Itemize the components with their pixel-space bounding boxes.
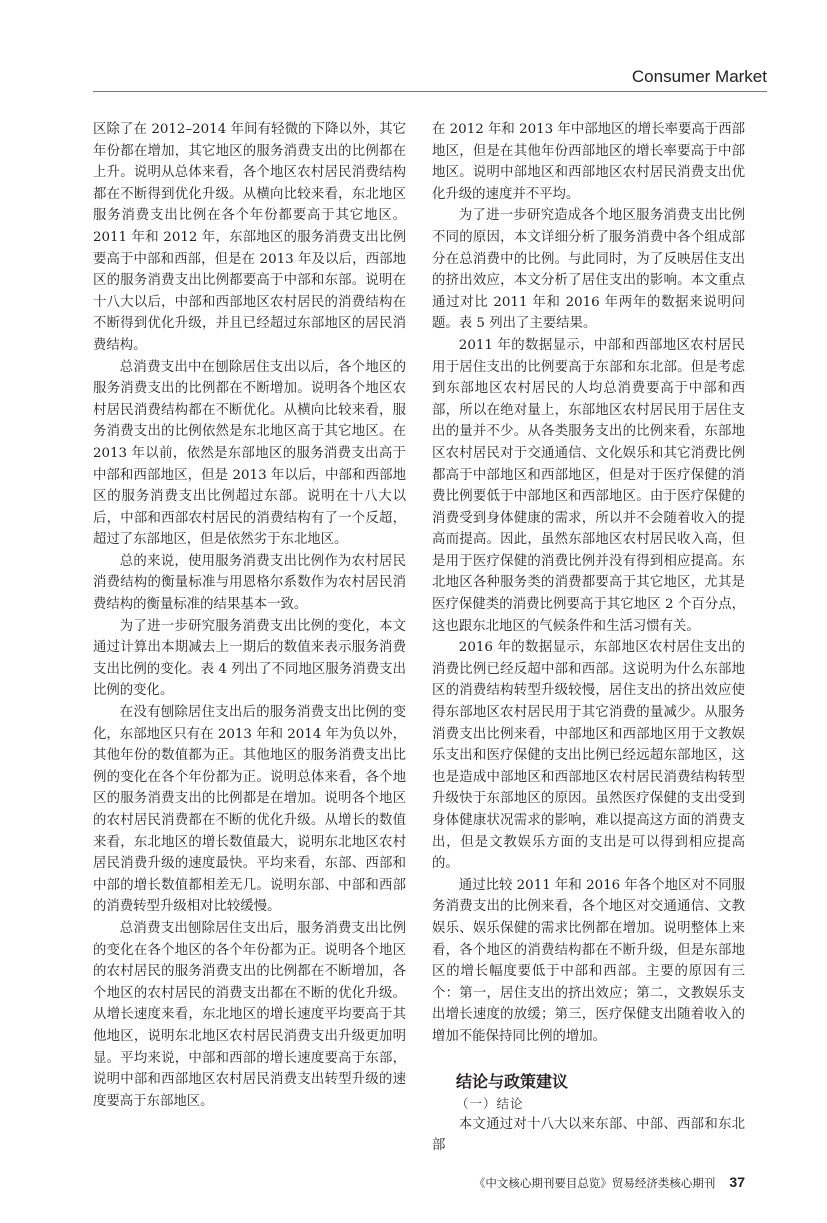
paragraph: 为了进一步研究服务消费支出比例的变化，本文通过计算出本期减去上一期后的数值来表示服务消费支出比例的变化。表 4 列出了不同地区服务消费支出比例的变化。 (93, 618, 406, 699)
paragraph: 总消费支出中在刨除居住支出以后，各个地区的服务消费支出的比例都在不断增加。说明各个地区农村居民消费结构都在不断优化。从横向比较来看，服务消费支出的比例依然是东北地区高于其它地区。在 2013 年以前，依然是东部地区的服务消费支出高于中部和西部地区，但是 2013 年以后，中部和西部地区的服务消费支出比例超过东部。说明在十八大以后，中部和西部农村居民的消费结构有了一个反超，超过了东部地区，但是依然劣于东北地区。 (93, 359, 406, 548)
header-rule (93, 91, 767, 92)
page-footer (93, 1173, 767, 1193)
paragraph: 在没有刨除居住支出后的服务消费支出比例的变化，东部地区只有在 2013 年和 2014 年为负以外，其他年份的数值都为正。其他地区的服务消费支出比例的变化在各个年份都为正。说明总体来看，各个地区的服务消费支出的比例都是在增加。说明各个地区的农村居民消费都在不断的优化升级。从增长的数值来看，东北地区的增长数值最大，说明东北地区农村居民消费升级的速度最快。平均来看，东部、西部和中部的增长数值都相差无几。说明东部、中部和西部的消费转型升级相对比较缓慢。 (93, 705, 406, 915)
paragraph: 2016 年的数据显示，东部地区农村居住支出的消费比例已经反超中部和西部。这说明为什么东部地区的消费结构转型升级较慢，居住支出的挤出效应使得东部地区农村居民用于其它消费的量减少。从服务消费支出比例来看，中部地区和西部地区用于文教娱乐支出和医疗保健的支出比例已经远超东部地区，这也是造成中部地区和西部地区农村居民消费结构转型升级快于东部地区的原因。虽然医疗保健的支出受到身体健康状况需求的影响，难以提高这方面的消费支出，但是文教娱乐方面的支出是可以得到相应提高的。 (432, 640, 745, 872)
paragraph: 总的来说，使用服务消费支出比例作为农村居民消费结构的衡量标准与用恩格尔系数作为农村居民消费结构的衡量标准的结果基本一致。 (93, 553, 406, 613)
left-column (93, 119, 406, 1112)
journal-note: 《中文核心期刊要目总览》贸易经济类核心期刊 (473, 1177, 716, 1190)
paragraph: 本文通过对十八大以来东部、中部、西部和东北部 (432, 1116, 745, 1154)
right-column (432, 119, 745, 1157)
paragraph: 区除了在 2012–2014 年间有轻微的下降以外，其它年份都在增加，其它地区的服务消费支出的比例都在上升。说明从总体来看，各个地区农村居民消费结构都在不断得到优化升级。从横向比较来看，东北地区服务消费支出比例在各个年份都要高于其它地区。2011 年和 2012 年，东部地区的服务消费支出比例要高于中部和西部，但是在 2013 年及以后，西部地区的服务消费支出比例都要高于中部和东部。说明在十八大以后，中部和西部地区农村居民的消费结构在不断得到优化升级，并且已经超过东部地区的居民消费结构。 (93, 122, 406, 353)
paragraph: 2011 年的数据显示，中部和西部地区农村居民用于居住支出的比例要高于东部和东北部。但是考虑到东部地区农村居民的人均总消费要高于中部和西部，所以在绝对量上，东部地区农村居民用于居住支出的量并不少。从各类服务支出的比例来看，东部地区农村居民对于交通通信、文化娱乐和其它消费比例都高于中部地区和西部地区，但是对于医疗保健的消费比例要低于中部地区和西部地区。由于医疗保健的消费受到身体健康的需求，所以并不会随着收入的提高而提高。因此，虽然东部地区农村居民收入高，但是用于医疗保健的消费比例并没有得到相应提高。东北地区各种服务类的消费都要高于其它地区，尤其是医疗保健类的消费比例要高于其它地区 2 个百分点，这也跟东北地区的气候条件和生活习惯有关。 (432, 337, 745, 634)
body-columns (93, 119, 767, 1157)
section-heading: 结论与政策建议 (456, 1073, 569, 1091)
paragraph: 通过比较 2011 年和 2016 年各个地区对不同服务消费支出的比例来看，各个地区对交通通信、文教娱乐、娱乐保健的需求比例都在增加。说明整体上来看，各个地区的消费结构都在不断升级，但是东部地区的增长幅度要低于中部和西部。主要的原因有三个：第一，居住支出的挤出效应；第二，文教娱乐支出增长速度的放缓；第三，医疗保健支出随着收入的增加不能保持同比例的增加。 (432, 877, 745, 1044)
page-number: 37 (729, 1173, 745, 1190)
subsection-heading: （一）结论 (456, 1095, 524, 1111)
paragraph: 为了进一步研究造成各个地区服务消费支出比例不同的原因，本文详细分析了服务消费中各个组成部分在总消费中的比例。与此同时，为了反映居住支出的挤出效应，本文分析了居住支出的影响。本文重点通过对比 2011 年和 2016 年两年的数据来说明问题。表 5 列出了主要结果。 (432, 208, 745, 332)
running-header-title: Consumer Market (631, 67, 767, 86)
paragraph: 在 2012 年和 2013 年中部地区的增长率要高于西部地区，但是在其他年份西部地区的增长率要高于中部地区。说明中部地区和西部地区农村居民消费支出优化升级的速度并不平均。 (432, 122, 745, 202)
paragraph: 总消费支出刨除居住支出后，服务消费支出比例的变化在各个地区的各个年份都为正。说明各个地区的农村居民的服务消费支出的比例都在不断增加，各个地区的农村居民的消费支出都在不断的优化升级。从增长速度来看，东北地区的增长速度平均要高于其他地区，说明东北地区农村居民消费支出升级更加明显。平均来说，中部和西部的增长速度要高于东部，说明中部和西部地区农村居民消费支出转型升级的速度要高于东部地区。 (93, 920, 406, 1109)
